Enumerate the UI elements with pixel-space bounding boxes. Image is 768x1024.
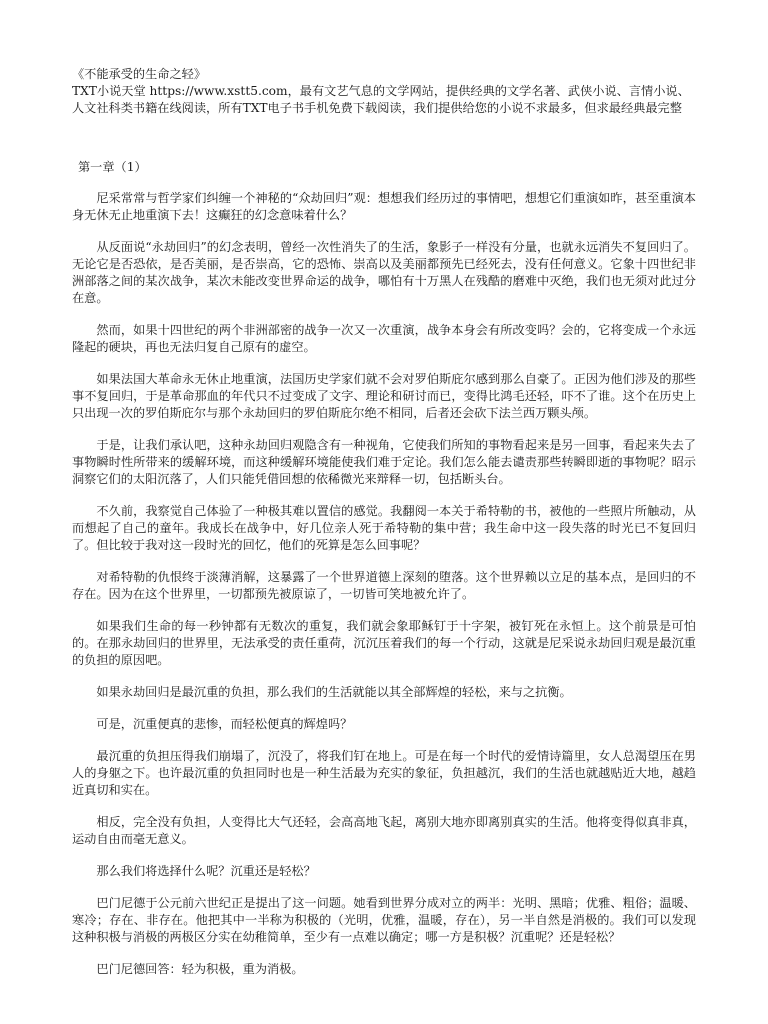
chapter-body: [72, 190, 696, 978]
paragraph: 如果法国大革命永无休止地重演，法国历史学家们就不会对罗伯斯庇尔感到那么自豪了。正因为他们涉及的那些事不复回归，于是革命那血的年代只不过变成了文字、理论和研讨而已，变得比鸿毛还轻，吓不了谁。这个在历史上只出现一次的罗伯斯庇尔与那个永劫回归的罗伯斯庇尔绝不相同，后者还会砍下法兰西万颗头颅。: [72, 372, 696, 420]
paragraph: 对希特勒的仇恨终于淡薄消解，这暴露了一个世界道德上深刻的堕落。这个世界赖以立足的基本点，是回归的不存在。因为在这个世界里，一切都预先被原谅了，一切皆可笑地被允许了。: [72, 570, 696, 601]
paragraph: 从反面说“永劫回归”的幻念表明，曾经一次性消失了的生活，象影子一样没有分量，也就永远消失不复回归了。无论它是否恐依，是否美丽，是否崇高，它的恐怖、崇高以及美丽都预先已经死去，没有任何意义。它象十四世纪非洲部落之间的某次战争，某次未能改变世界命运的战争，哪怕有十万黑人在残酷的磨难中灭绝，我们也无须对此过分在意。: [72, 240, 696, 305]
paragraph: 尼采常常与哲学家们纠缠一个神秘的“众劫回归”观：想想我们经历过的事情吧，想想它们重演如昨，甚至重演本身无休无止地重演下去！这癫狂的幻念意味着什么？: [72, 191, 696, 222]
paragraph: 于是，让我们承认吧，这种永劫回归观隐含有一种视角，它使我们所知的事物看起来是另一回事，看起来失去了事物瞬时性所带来的缓解环境，而这种缓解环境能使我们难于定论。我们怎么能去谴责那些转瞬即逝的事物呢？昭示洞察它们的太阳沉落了，人们只能凭借回想的依稀微光来辩释一切，包括断头台。: [72, 438, 696, 486]
document-page: [72, 66, 696, 993]
paragraph: 相反，完全没有负担，人变得比大气还轻，会高高地飞起，离别大地亦即离别真实的生活。他将变得似真非真，运动自由而毫无意义。: [72, 815, 696, 846]
document-header: [72, 66, 696, 117]
chapter-title: 第一章（1）: [78, 160, 147, 174]
paragraph: 最沉重的负担压得我们崩塌了，沉没了，将我们钉在地上。可是在每一个时代的爱情诗篇里，女人总渴望压在男人的身躯之下。也许最沉重的负担同时也是一种生活最为充实的象征，负担越沉，我们的生活也就越贴近大地，越趋近真切和实在。: [72, 749, 696, 797]
site-intro: TXT小说天堂 https://www.xstt5.com，最有文艺气息的文学网站，提供经典的文学名著、武侠小说、言情小说、人文社科类书籍在线阅读，所有TXT电子书手机免费下载阅读，我们提供给您的小说不求最多，但求最经典最完整: [72, 84, 690, 115]
paragraph: 然而，如果十四世纪的两个非洲部密的战争一次又一次重演，战争本身会有所改变吗？会的，它将变成一个永远隆起的硬块，再也无法归复自己原有的虚空。: [72, 323, 696, 354]
paragraph: 不久前，我察觉自己体验了一种极其难以置信的感觉。我翻阅一本关于希特勒的书，被他的一些照片所触动，从而想起了自己的童年。我成长在战争中，好几位亲人死于希特勒的集中营；我生命中这一段失落的时光已不复回归了。但比较于我对这一段时光的回忆，他们的死算是怎么回事呢？: [72, 504, 696, 552]
paragraph: 可是，沉重便真的悲惨，而轻松便真的辉煌吗？: [96, 717, 353, 731]
paragraph: 如果永劫回归是最沉重的负担，那么我们的生活就能以其全部辉煌的轻松，来与之抗衡。: [96, 685, 572, 699]
book-title: 《不能承受的生命之轻》: [72, 67, 207, 81]
paragraph: 如果我们生命的每一秒钟都有无数次的重复，我们就会象耶稣钉于十字架，被钉死在永恒上。这个前景是可怕的。在那永劫回归的世界里，无法承受的责任重荷，沉沉压着我们的每一个行动，这就是尼采说永劫回归观是最沉重的负担的原因吧。: [72, 619, 696, 667]
paragraph: 那么我们将选择什么呢？沉重还是轻松？: [96, 864, 316, 878]
paragraph: 巴门尼德回答：轻为积极，重为消极。: [96, 962, 304, 976]
paragraph: 巴门尼德于公元前六世纪正是提出了这一问题。她看到世界分成对立的两半：光明、黑暗；优雅、粗俗；温暖、寒冷；存在、非存在。他把其中一半称为积极的（光明，优雅，温暖，存在），另一半自然是消极的。我们可以发现这种积极与消极的两极区分实在幼稚简单，至少有一点难以确定；哪一方是积极？沉重呢？还是轻松？: [72, 896, 696, 944]
